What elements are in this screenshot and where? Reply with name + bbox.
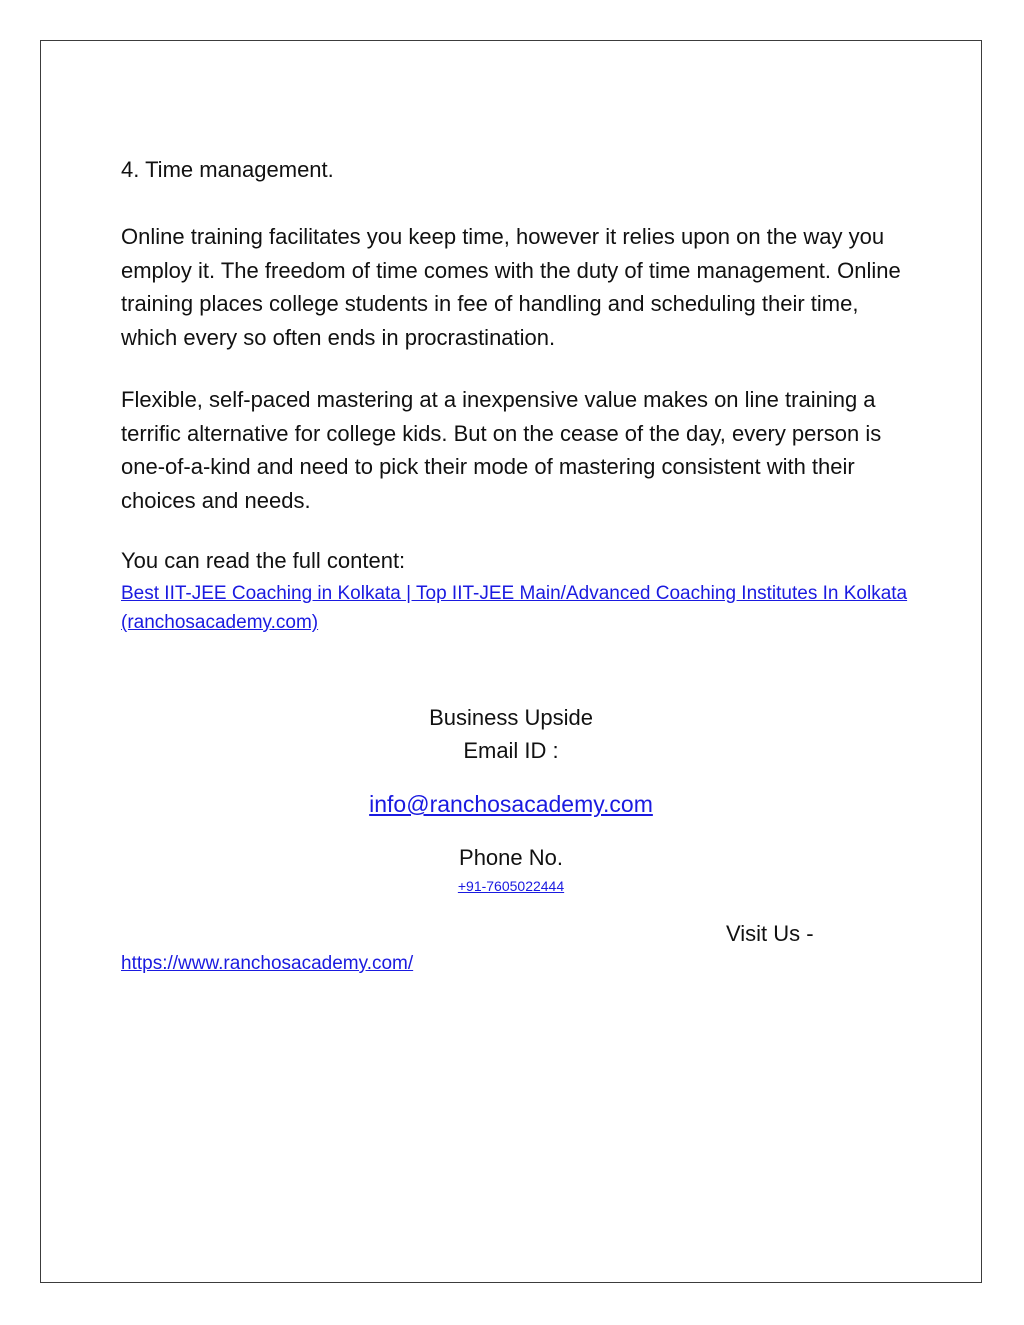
company-name: Business Upside xyxy=(429,705,593,730)
visit-label: Visit Us - xyxy=(726,921,814,946)
email-link-wrapper xyxy=(40,788,982,820)
paragraph-time-management: Online training facilitates you keep time, however it relies upon on the way you employ it. The freedom of time comes with the duty of time management. Online training places college students in fee of handling and scheduling their time, which every so often ends in procrastination. xyxy=(121,224,901,350)
website-link[interactable]: https://www.ranchosacademy.com/ xyxy=(121,953,414,974)
section-heading: 4. Time management. xyxy=(121,157,334,182)
paragraph-flexible-learning: Flexible, self-paced mastering at a inexpensive value makes on line training a terrific alternative for college kids. But on the cease of the day, every person is one-of-a-kind and need to pick their mode of mastering consistent with their choices and needs. xyxy=(121,387,882,513)
phone-link-wrapper xyxy=(40,876,982,896)
article-link[interactable]: Best IIT-JEE Coaching in Kolkata | Top IIT-JEE Main/Advanced Coaching Institutes In Kolkata (ranchosacademy.com) xyxy=(121,583,908,633)
phone-link[interactable]: +91-7605022444 xyxy=(457,878,565,894)
email-link[interactable]: info@ranchosacademy.com xyxy=(369,791,653,817)
phone-label: Phone No. xyxy=(459,845,563,870)
read-more-label: You can read the full content: xyxy=(121,548,406,573)
email-label: Email ID : xyxy=(463,738,559,763)
